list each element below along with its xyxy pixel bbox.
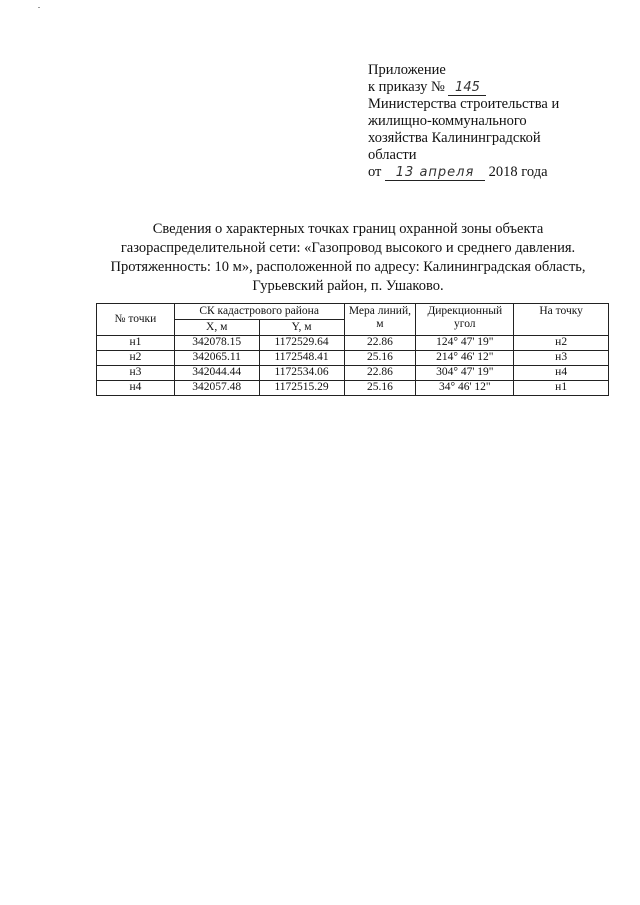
- cell-y: 1172529.64: [259, 336, 344, 351]
- date-handwritten: 13 апреля: [385, 166, 485, 181]
- ministry-line-3: хозяйства Калининградской: [368, 130, 541, 146]
- header-point-no: № точки: [97, 304, 175, 336]
- ministry-line-4: области: [368, 147, 417, 163]
- table-row: [97, 366, 609, 381]
- cell-point: н4: [97, 381, 175, 396]
- cell-angle: 124° 47' 19": [416, 336, 514, 351]
- cell-y: 1172548.41: [259, 351, 344, 366]
- header-x: X, м: [174, 320, 259, 336]
- cell-x: 342065.11: [174, 351, 259, 366]
- cell-x: 342044.44: [174, 366, 259, 381]
- ministry-line-1: Министерства строительства и: [368, 96, 560, 112]
- heading-line-4: Гурьевский район, п. Ушаково.: [252, 278, 444, 294]
- cell-y: 1172534.06: [259, 366, 344, 381]
- heading-line-2: газораспределительной сети: «Газопровод высокого и среднего давления.: [120, 240, 576, 256]
- cell-angle: 214° 46' 12": [416, 351, 514, 366]
- date-line: [368, 164, 618, 181]
- header-to-point: На точку: [514, 304, 609, 336]
- header-sk-group: СК кадастрового района: [174, 304, 344, 320]
- cell-x: 342078.15: [174, 336, 259, 351]
- cell-to: н2: [514, 336, 609, 351]
- heading-line-1: Сведения о характерных точках границ охранной зоны объекта: [152, 221, 544, 237]
- document-heading: [70, 220, 626, 296]
- cell-length: 22.86: [344, 336, 416, 351]
- heading-line-3: Протяженность: 10 м», расположенной по адресу: Калининградская область,: [110, 259, 586, 275]
- cell-angle: 304° 47' 19": [416, 366, 514, 381]
- order-line: [368, 79, 618, 96]
- cell-to: н3: [514, 351, 609, 366]
- header-y: Y, м: [259, 320, 344, 336]
- header-length: Мера линий, м: [344, 304, 416, 336]
- cell-length: 25.16: [344, 351, 416, 366]
- cell-to: н4: [514, 366, 609, 381]
- cell-x: 342057.48: [174, 381, 259, 396]
- cell-angle: 34° 46' 12": [416, 381, 514, 396]
- table-row: [97, 381, 609, 396]
- cell-point: н2: [97, 351, 175, 366]
- date-year: 2018 года: [488, 164, 548, 180]
- cell-to: н1: [514, 381, 609, 396]
- scan-speck: [38, 7, 40, 8]
- table-row: [97, 351, 609, 366]
- table-row: [97, 336, 609, 351]
- ministry-line-2: жилищно-коммунального: [368, 113, 527, 129]
- appendix-block: [368, 62, 618, 181]
- header-angle: Дирекционный угол: [416, 304, 514, 336]
- cell-y: 1172515.29: [259, 381, 344, 396]
- cell-length: 22.86: [344, 366, 416, 381]
- cell-length: 25.16: [344, 381, 416, 396]
- cell-point: н1: [97, 336, 175, 351]
- order-number-handwritten: 145: [448, 81, 486, 96]
- boundary-points-table: [96, 303, 609, 396]
- cell-point: н3: [97, 366, 175, 381]
- order-prefix: к приказу №: [368, 79, 445, 95]
- date-prefix: от: [368, 164, 382, 180]
- table-header-row: [97, 304, 609, 320]
- appendix-title: Приложение: [368, 62, 446, 78]
